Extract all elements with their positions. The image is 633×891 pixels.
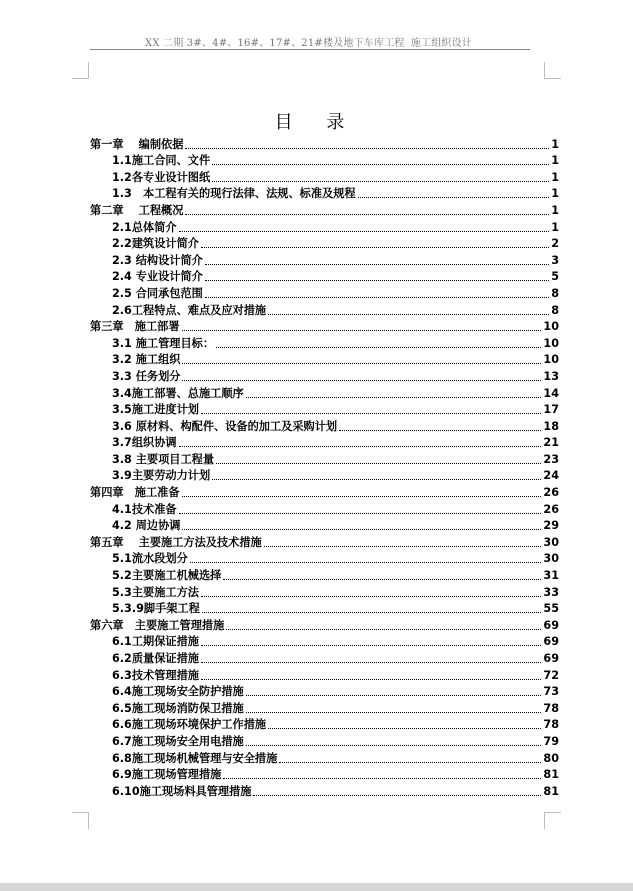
toc-dot-leader <box>201 247 549 248</box>
toc-dot-leader <box>212 181 549 182</box>
toc-dot-leader <box>201 596 541 597</box>
toc-entry-title: 第二章 工程概况 <box>90 203 184 217</box>
page-bottom-edge <box>0 883 633 891</box>
toc-page-number: 69 <box>543 652 559 665</box>
toc-dot-leader <box>253 795 541 796</box>
toc-entry-title: 3.2 施工组织 <box>112 353 181 367</box>
toc-page-number: 81 <box>543 768 559 782</box>
toc-dot-leader <box>246 695 542 696</box>
toc-page-number: 1 <box>551 203 559 217</box>
toc-entry-title: 3.7组织协调 <box>112 436 177 450</box>
toc-entry-title: 6.6施工现场环境保护工作措施 <box>112 718 267 732</box>
toc-section-entry[interactable] <box>90 567 559 584</box>
toc-page-number: 69 <box>543 618 559 632</box>
toc-entry-title: 1.1施工合同、文件 <box>112 154 211 168</box>
toc-entry-title: 6.8施工现场机械管理与安全措施 <box>112 751 278 765</box>
toc-section-entry[interactable] <box>90 169 559 186</box>
crop-mark-bottom-left <box>72 812 89 829</box>
toc-section-entry[interactable] <box>90 733 559 750</box>
toc-entry-title: 2.2建筑设计简介 <box>112 237 199 251</box>
header-rule <box>90 49 530 50</box>
toc-dot-leader <box>223 579 541 580</box>
toc-entry-title: 第六章 主要施工管理措施 <box>90 618 225 632</box>
toc-section-entry[interactable] <box>90 518 559 535</box>
toc-chapter-entry[interactable] <box>90 136 559 153</box>
toc-entry-title: 第四章 施工准备 <box>90 486 180 500</box>
crop-mark-top-left <box>72 62 89 79</box>
toc-entry-title: 2.1总体简介 <box>112 220 177 234</box>
toc-dot-leader <box>216 347 541 348</box>
toc-section-entry[interactable] <box>90 435 559 452</box>
toc-section-entry[interactable] <box>90 700 559 717</box>
toc-section-entry[interactable] <box>90 352 559 369</box>
toc-dot-leader <box>201 645 541 646</box>
toc-page-number: 73 <box>543 685 559 699</box>
toc-page-number: 33 <box>543 585 559 599</box>
toc-section-entry[interactable] <box>90 501 559 518</box>
toc-page-number: 69 <box>543 635 559 649</box>
toc-section-entry[interactable] <box>90 302 559 319</box>
toc-chapter-entry[interactable] <box>90 319 559 336</box>
toc-page-number: 17 <box>543 403 559 417</box>
toc-dot-leader <box>179 446 542 447</box>
toc-page-number: 26 <box>543 502 559 516</box>
toc-entry-title: 5.3.9脚手架工程 <box>112 602 200 616</box>
toc-page-number: 21 <box>543 436 559 450</box>
toc-section-entry[interactable] <box>90 219 559 236</box>
toc-dot-leader <box>201 662 541 663</box>
toc-section-entry[interactable] <box>90 252 559 269</box>
toc-entry-title: 3.3 任务划分 <box>112 369 181 383</box>
toc-dot-leader <box>216 463 541 464</box>
toc-title: 目 录 <box>274 112 359 133</box>
toc-section-entry[interactable] <box>90 783 559 800</box>
toc-section-entry[interactable] <box>90 269 559 286</box>
toc-entry-title: 3.8 主要项目工程量 <box>112 452 215 466</box>
toc-page-number: 30 <box>543 535 559 549</box>
toc-entry-title: 1.2各专业设计图纸 <box>112 170 211 184</box>
toc-section-entry[interactable] <box>90 667 559 684</box>
toc-dot-leader <box>279 762 541 763</box>
toc-dot-leader <box>202 612 542 613</box>
toc-dot-leader <box>205 280 549 281</box>
toc-dot-leader <box>212 164 549 165</box>
table-of-contents <box>90 136 559 800</box>
toc-page-number: 81 <box>543 784 559 798</box>
toc-page-number: 78 <box>543 701 559 715</box>
toc-entry-title: 6.4施工现场安全防护措施 <box>112 685 244 699</box>
toc-entry-title: 6.5施工现场消防保卫措施 <box>112 701 244 715</box>
toc-dot-leader <box>182 363 541 364</box>
toc-section-entry[interactable] <box>90 717 559 734</box>
toc-section-entry[interactable] <box>90 385 559 402</box>
toc-page-number: 79 <box>543 734 559 748</box>
toc-entry-title: 4.1技术准备 <box>112 502 177 516</box>
toc-entry-title: 3.5施工进度计划 <box>112 403 199 417</box>
toc-section-entry[interactable] <box>90 236 559 253</box>
toc-entry-title: 2.4 专业设计简介 <box>112 270 203 284</box>
toc-entry-title: 2.5 合同承包范围 <box>112 286 203 300</box>
toc-section-entry[interactable] <box>90 601 559 618</box>
toc-entry-title: 第五章 主要施工方法及技术措施 <box>90 535 262 549</box>
toc-dot-leader <box>182 330 542 331</box>
toc-section-entry[interactable] <box>90 634 559 651</box>
toc-dot-leader <box>268 314 549 315</box>
toc-dot-leader <box>179 231 550 232</box>
toc-dot-leader <box>226 629 541 630</box>
toc-page-number: 72 <box>543 668 559 682</box>
toc-entry-title: 第一章 编制依据 <box>90 137 184 151</box>
toc-dot-leader <box>185 214 549 215</box>
toc-entry-title: 第三章 施工部署 <box>90 320 180 334</box>
toc-dot-leader <box>182 380 541 381</box>
toc-dot-leader <box>179 513 542 514</box>
toc-section-entry[interactable] <box>90 750 559 767</box>
toc-section-entry[interactable] <box>90 451 559 468</box>
toc-dot-leader <box>264 546 542 547</box>
toc-page-number: 26 <box>543 486 559 500</box>
toc-page-number: 14 <box>543 386 559 400</box>
toc-dot-leader <box>339 430 541 431</box>
toc-dot-leader <box>246 745 542 746</box>
toc-section-entry[interactable] <box>90 767 559 784</box>
toc-page-number: 24 <box>543 469 559 483</box>
toc-entry-title: 5.2主要施工机械选择 <box>112 569 222 583</box>
toc-section-entry[interactable] <box>90 368 559 385</box>
toc-dot-leader <box>185 148 549 149</box>
toc-section-entry[interactable] <box>90 418 559 435</box>
toc-page-number: 80 <box>543 751 559 765</box>
toc-dot-leader <box>205 297 549 298</box>
crop-mark-top-right <box>544 62 561 79</box>
header-project-name: XX 二期 3#、4#、16#、17#、21#楼及地下车库工程 <box>145 38 405 49</box>
toc-dot-leader <box>190 562 542 563</box>
toc-chapter-entry[interactable] <box>90 534 559 551</box>
toc-dot-leader <box>212 479 541 480</box>
toc-section-entry[interactable] <box>90 650 559 667</box>
toc-page-number: 30 <box>543 552 559 566</box>
toc-dot-leader <box>268 728 541 729</box>
toc-dot-leader <box>182 496 542 497</box>
toc-page-number: 29 <box>543 519 559 533</box>
toc-dot-leader <box>223 778 541 779</box>
toc-dot-leader <box>182 529 541 530</box>
toc-entry-title: 5.1流水段划分 <box>112 552 188 566</box>
toc-chapter-entry[interactable] <box>90 617 559 634</box>
toc-page-number: 1 <box>551 187 559 201</box>
toc-entry-title: 6.1工期保证措施 <box>112 635 199 649</box>
toc-page-number: 23 <box>543 452 559 466</box>
toc-entry-title: 2.3 结构设计简介 <box>112 253 203 267</box>
toc-chapter-entry[interactable] <box>90 484 559 501</box>
toc-page-number: 8 <box>551 303 559 317</box>
toc-dot-leader <box>201 679 541 680</box>
toc-page-number: 78 <box>543 718 559 732</box>
toc-entry-title: 6.2质量保证措施 <box>112 652 199 665</box>
toc-entry-title: 3.1 施工管理目标： <box>112 336 215 350</box>
toc-page-number: 18 <box>543 419 559 433</box>
toc-page-number: 1 <box>551 154 559 168</box>
toc-dot-leader <box>205 264 549 265</box>
toc-entry-title: 3.4施工部署、总施工顺序 <box>112 386 244 400</box>
toc-section-entry[interactable] <box>90 684 559 701</box>
toc-page-number: 13 <box>543 369 559 383</box>
toc-page-number: 10 <box>543 320 559 334</box>
toc-dot-leader <box>201 413 541 414</box>
toc-dot-leader <box>246 397 542 398</box>
toc-section-entry[interactable] <box>90 285 559 302</box>
toc-dot-leader <box>358 197 550 198</box>
toc-page-number: 1 <box>551 137 559 151</box>
crop-mark-bottom-right <box>544 812 561 829</box>
toc-chapter-entry[interactable] <box>90 202 559 219</box>
toc-section-entry[interactable] <box>90 186 559 203</box>
toc-section-entry[interactable] <box>90 551 559 568</box>
toc-entry-title: 6.10施工现场料具管理措施 <box>112 784 252 798</box>
toc-entry-title: 2.6工程特点、难点及应对措施 <box>112 303 267 317</box>
toc-section-entry[interactable] <box>90 468 559 485</box>
toc-entry-title: 1.3 本工程有关的现行法律、法规、标准及规程 <box>112 187 356 201</box>
page-header <box>90 34 530 49</box>
toc-section-entry[interactable] <box>90 584 559 601</box>
toc-page-number: 10 <box>543 353 559 367</box>
toc-page-number: 1 <box>551 220 559 234</box>
toc-page-number: 3 <box>551 253 559 267</box>
toc-entry-title: 6.3技术管理措施 <box>112 668 199 682</box>
toc-entry-title: 3.6 原材料、构配件、设备的加工及采购计划 <box>112 419 338 433</box>
toc-page-number: 2 <box>551 237 559 251</box>
toc-entry-title: 5.3主要施工方法 <box>112 585 199 599</box>
toc-section-entry[interactable] <box>90 402 559 419</box>
toc-entry-title: 3.9主要劳动力计划 <box>112 469 211 483</box>
toc-page-number: 10 <box>543 336 559 350</box>
toc-dot-leader <box>246 712 542 713</box>
toc-page-number: 5 <box>551 270 559 284</box>
toc-section-entry[interactable] <box>90 153 559 170</box>
toc-page-number: 8 <box>551 286 559 300</box>
toc-page-number: 55 <box>543 602 559 616</box>
toc-page-number: 1 <box>551 170 559 184</box>
toc-entry-title: 6.7施工现场安全用电措施 <box>112 734 244 748</box>
toc-entry-title: 4.2 周边协调 <box>112 519 181 533</box>
header-document-name: 施工组织设计 <box>410 38 472 49</box>
toc-entry-title: 6.9施工现场管理措施 <box>112 768 222 782</box>
toc-section-entry[interactable] <box>90 335 559 352</box>
toc-page-number: 31 <box>543 569 559 583</box>
